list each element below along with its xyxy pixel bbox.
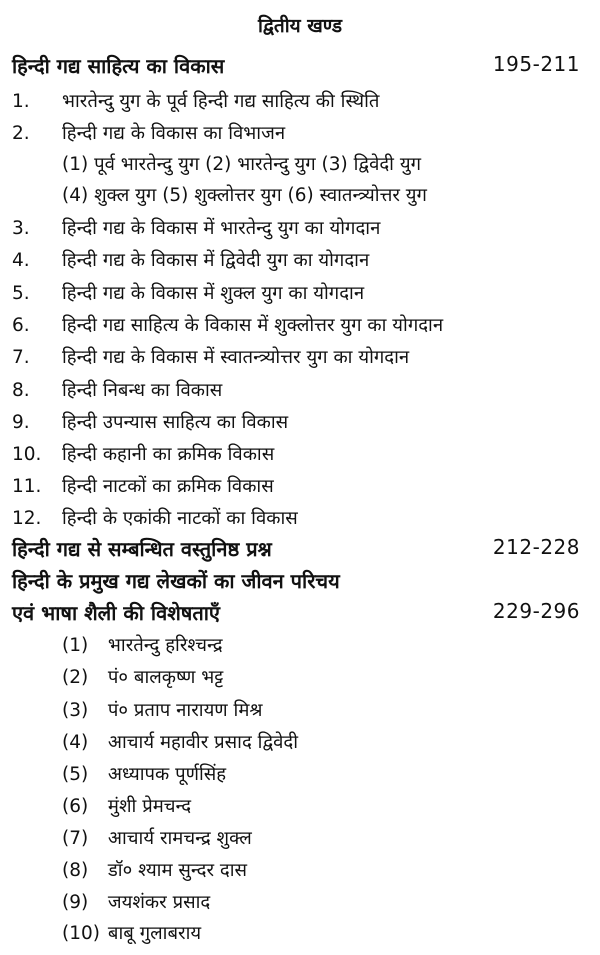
writer-item	[62, 632, 588, 657]
page-range: 229-296	[492, 599, 580, 623]
section-title: द्वितीय खण्ड	[258, 15, 342, 37]
item-number: 2.	[12, 123, 30, 144]
writer-number: (9)	[62, 892, 89, 913]
item-text: हिन्दी नाटकों का क्रमिक विकास	[62, 476, 274, 497]
item-number: 4.	[12, 250, 30, 271]
heading-text: हिन्दी गद्य साहित्य का विकास	[12, 54, 225, 78]
list-item	[12, 88, 588, 113]
writer-name: पं० प्रताप नारायण मिश्र	[107, 700, 263, 721]
writer-item	[62, 889, 588, 914]
item-text: हिन्दी निबन्ध का विकास	[62, 380, 223, 401]
writer-number: (7)	[62, 828, 89, 849]
writer-name: डॉ० श्याम सुन्दर दास	[107, 860, 248, 881]
writer-number: (6)	[62, 796, 89, 817]
writer-item	[62, 857, 588, 882]
item-number: 3.	[12, 218, 30, 239]
list-item	[12, 280, 588, 305]
sub-list-line: (1) पूर्व भारतेन्दु युग (2) भारतेन्दु युग (3) द्विवेदी युग	[62, 154, 422, 175]
list-item	[12, 344, 588, 369]
writer-name: जयशंकर प्रसाद	[107, 892, 211, 913]
item-number: 8.	[12, 380, 30, 401]
heading-prose-development	[12, 52, 588, 79]
item-text: हिन्दी उपन्यास साहित्य का विकास	[62, 412, 289, 433]
item-number: 9.	[12, 412, 30, 433]
item-text: भारतेन्दु युग के पूर्व हिन्दी गद्य साहित्य की स्थिति	[62, 91, 380, 112]
list-item	[12, 215, 588, 240]
heading-writers-line2	[12, 599, 588, 626]
item-text: हिन्दी गद्य के विकास का विभाजन	[62, 123, 286, 144]
heading-text: हिन्दी के प्रमुख गद्य लेखकों का जीवन परिचय	[12, 569, 340, 593]
writer-item	[62, 761, 588, 786]
writer-item	[62, 825, 588, 850]
item-number: 7.	[12, 347, 30, 368]
heading-objective-questions	[12, 535, 588, 562]
writer-item	[62, 664, 588, 689]
writer-name: पं० बालकृष्ण भट्ट	[107, 667, 224, 688]
item-text: हिन्दी गद्य साहित्य के विकास में शुक्लोत्तर युग का योगदान	[62, 315, 444, 336]
item-number: 1.	[12, 91, 30, 112]
item-number: 5.	[12, 283, 30, 304]
writer-name: बाबू गुलाबराय	[107, 923, 202, 944]
item-text: हिन्दी के एकांकी नाटकों का विकास	[62, 508, 298, 529]
writer-number: (5)	[62, 764, 89, 785]
item-number: 11.	[12, 476, 42, 497]
writer-number: (3)	[62, 700, 89, 721]
item-text: हिन्दी गद्य के विकास में शुक्ल युग का योगदान	[62, 283, 365, 304]
item-text: हिन्दी गद्य के विकास में स्वातन्त्र्योत्तर युग का योगदान	[62, 347, 410, 368]
item-text: हिन्दी कहानी का क्रमिक विकास	[62, 444, 275, 465]
page-range: 212-228	[492, 535, 580, 559]
writer-number: (4)	[62, 732, 89, 753]
list-item	[12, 247, 588, 272]
writer-name: अध्यापक पूर्णसिंह	[107, 764, 227, 785]
list-item	[12, 473, 588, 498]
writer-number: (10)	[62, 923, 100, 944]
list-item	[12, 120, 588, 145]
writer-item	[62, 793, 588, 818]
writer-item	[62, 920, 588, 945]
list-item	[12, 441, 588, 466]
list-item	[12, 505, 588, 530]
sub-list-line: (4) शुक्ल युग (5) शुक्लोत्तर युग (6) स्वातन्त्र्योत्तर युग	[62, 185, 427, 206]
writer-name: मुंशी प्रेमचन्द	[107, 796, 192, 817]
list-item	[12, 377, 588, 402]
item-text: हिन्दी गद्य के विकास में द्विवेदी युग का योगदान	[62, 250, 370, 271]
writer-item	[62, 697, 588, 722]
writer-number: (2)	[62, 667, 89, 688]
list-item	[12, 312, 588, 337]
heading-text: हिन्दी गद्य से सम्बन्धित वस्तुनिष्ठ प्रश्न	[12, 537, 272, 561]
writer-name: भारतेन्दु हरिश्चन्द्र	[107, 635, 223, 656]
item-text: हिन्दी गद्य के विकास में भारतेन्दु युग का योगदान	[62, 218, 381, 239]
item-number: 10.	[12, 444, 42, 465]
writer-item	[62, 729, 588, 754]
writer-number: (8)	[62, 860, 89, 881]
item-number: 6.	[12, 315, 30, 336]
page-range: 195-211	[492, 52, 580, 76]
writer-number: (1)	[62, 635, 89, 656]
heading-text: एवं भाषा शैली की विशेषताएँ	[12, 601, 220, 625]
heading-writers-line1	[12, 567, 588, 594]
item-number: 12.	[12, 508, 42, 529]
writer-name: आचार्य महावीर प्रसाद द्विवेदी	[107, 732, 299, 753]
writer-name: आचार्य रामचन्द्र शुक्ल	[107, 828, 252, 849]
list-item	[12, 409, 588, 434]
